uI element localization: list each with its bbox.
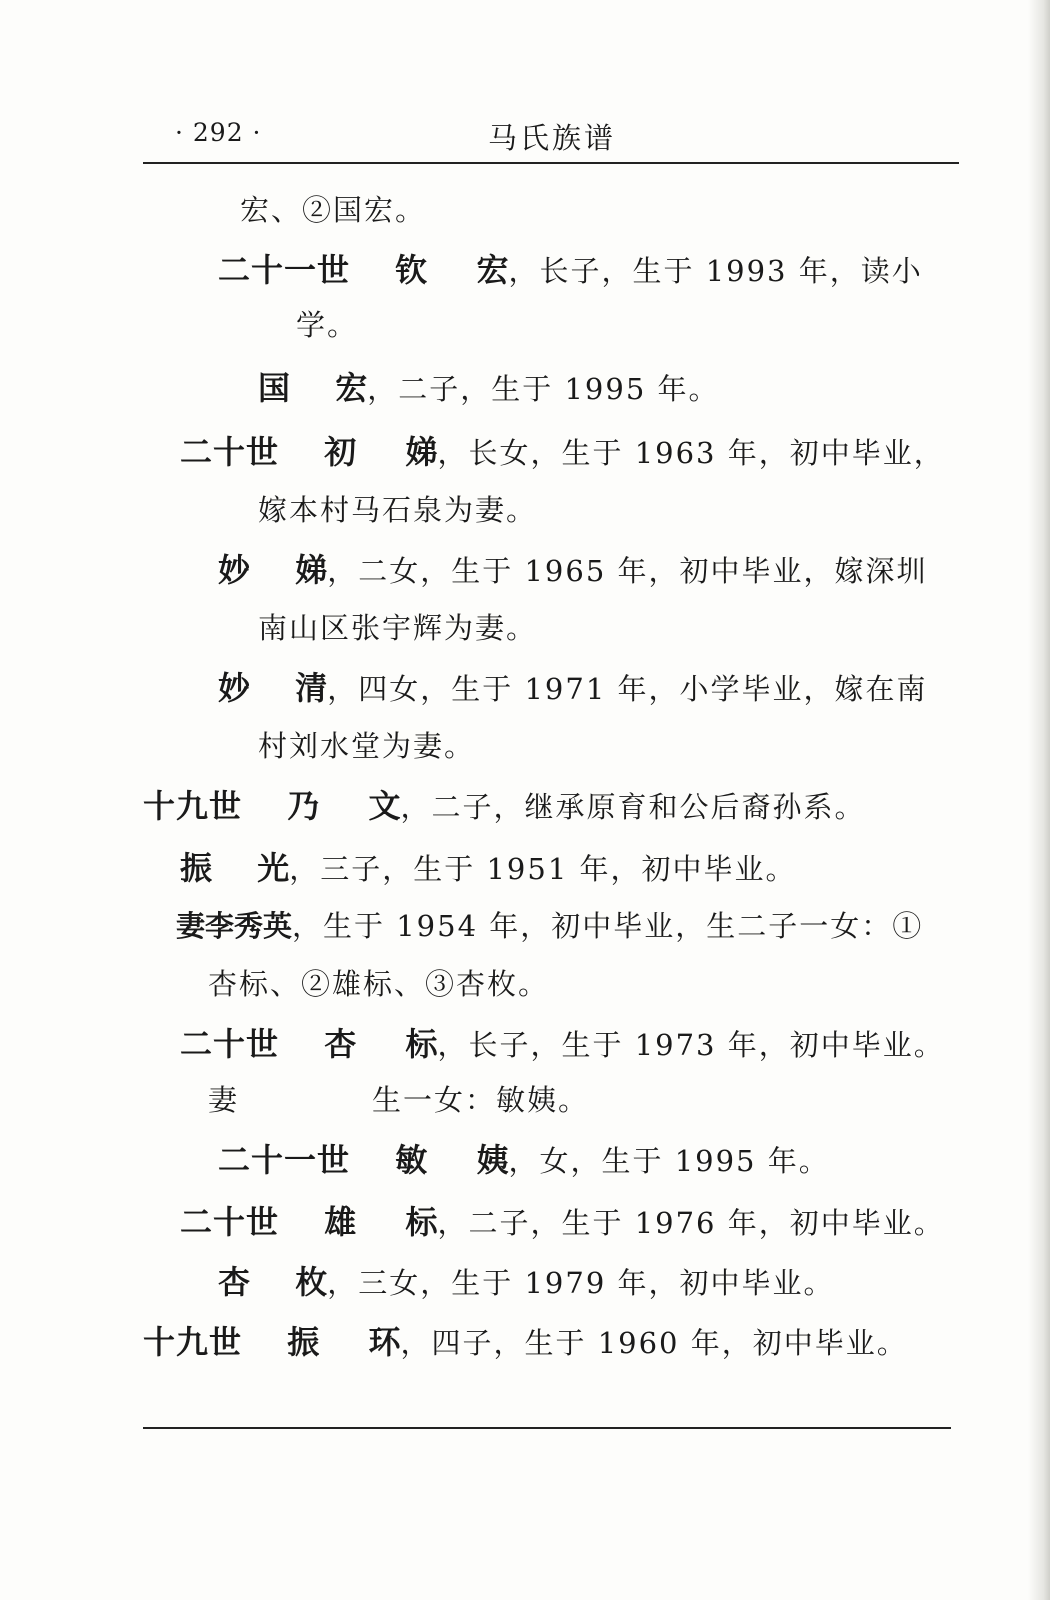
entry-text: ，长女，生于 1963 年，初中毕业，	[437, 436, 945, 470]
entry-line	[258, 608, 537, 648]
entry-line	[208, 964, 549, 1004]
entry-line	[218, 550, 928, 591]
generation-label: 二十世	[180, 433, 280, 471]
person-name-char: 姨	[476, 1141, 509, 1179]
entry-line	[143, 1322, 908, 1363]
entry-text: 生一女：敏姨。	[372, 1083, 590, 1117]
entry-text: ，四子，生于 1960 年，初中毕业。	[400, 1326, 908, 1360]
person-name-char: 杏	[324, 1025, 357, 1063]
spouse-name: 妻李秀英	[176, 909, 293, 943]
generation-label: 十九世	[143, 787, 243, 825]
person-name-char: 国	[258, 369, 291, 407]
entry-line	[180, 432, 945, 473]
person-name-char: 宏	[335, 369, 368, 407]
person-name-char: 娣	[405, 433, 438, 471]
person-name-char: 杏	[218, 1263, 251, 1301]
entry-text: ，二子，生于 1976 年，初中毕业。	[437, 1206, 945, 1240]
entry-line	[296, 305, 358, 345]
person-name-char: 标	[405, 1203, 438, 1241]
person-name-char: 娣	[295, 551, 328, 589]
entry-text: ，二子，生于 1995 年。	[367, 372, 720, 406]
entry-line	[240, 190, 426, 230]
entry-line	[208, 1080, 239, 1120]
person-name-char: 敏	[395, 1141, 428, 1179]
entry-line	[258, 490, 537, 530]
person-name-char: 宏	[476, 251, 509, 289]
person-name-char: 振	[180, 849, 213, 887]
entry-text: ，三子，生于 1951 年，初中毕业。	[289, 852, 797, 886]
entry-text: 学。	[296, 308, 359, 342]
generation-label: 二十世	[180, 1203, 280, 1241]
entry-line	[218, 1140, 830, 1181]
entry-line	[176, 906, 923, 946]
entry-line	[372, 1080, 589, 1120]
person-name-char: 枚	[295, 1263, 328, 1301]
generation-label: 二十世	[180, 1025, 280, 1063]
person-name-char: 妙	[218, 669, 251, 707]
generation-label: 二十一世	[218, 251, 351, 289]
generation-label: 二十一世	[218, 1141, 351, 1179]
person-name-char: 文	[368, 787, 401, 825]
entry-text: 村刘水堂为妻。	[258, 729, 476, 763]
entry-line	[258, 368, 720, 409]
generation-label: 十九世	[143, 1323, 243, 1361]
entry-line	[143, 786, 866, 827]
header-rule	[143, 162, 959, 164]
entry-line	[180, 848, 797, 889]
person-name-char: 乃	[287, 787, 320, 825]
entry-text: ，生于 1954 年，初中毕业，生二子一女：①	[292, 909, 924, 943]
person-name-char: 雄	[324, 1203, 357, 1241]
entry-text: 杏标、②雄标、③杏枚。	[208, 967, 550, 1001]
entry-line	[218, 250, 923, 291]
entry-line	[218, 668, 928, 709]
entry-text: 宏、②国宏。	[240, 193, 427, 227]
entry-text: ，长子，生于 1973 年，初中毕业。	[437, 1028, 945, 1062]
entry-text: ，二子，继承原育和公后裔孙系。	[400, 790, 866, 824]
entry-text: ，二女，生于 1965 年，初中毕业，嫁深圳	[327, 554, 928, 588]
entry-line	[258, 726, 475, 766]
page-edge-shadow	[1028, 0, 1050, 1600]
page-header	[143, 112, 959, 162]
entry-text: 南山区张宇辉为妻。	[258, 611, 538, 645]
entry-text: ，长子，生于 1993 年，读小	[508, 254, 923, 288]
person-name-char: 振	[287, 1323, 320, 1361]
person-name-char: 标	[405, 1025, 438, 1063]
entry-text: ，三女，生于 1979 年，初中毕业。	[327, 1266, 835, 1300]
page-number: · 292 ·	[175, 118, 262, 147]
entry-text: ，女，生于 1995 年。	[508, 1144, 830, 1178]
entry-text: 嫁本村马石泉为妻。	[258, 493, 538, 527]
person-name-char: 清	[295, 669, 328, 707]
person-name-char: 妙	[218, 551, 251, 589]
entry-line	[180, 1024, 945, 1065]
entry-line	[218, 1262, 835, 1303]
person-name-char: 环	[368, 1323, 401, 1361]
person-name-char: 钦	[395, 251, 428, 289]
person-name-char: 光	[257, 849, 290, 887]
footer-rule	[143, 1427, 951, 1429]
entry-line	[180, 1202, 945, 1243]
book-title: 马氏族谱	[488, 121, 617, 155]
person-name-char: 初	[324, 433, 357, 471]
entry-text: ，四女，生于 1971 年，小学毕业，嫁在南	[327, 672, 928, 706]
spouse-label: 妻	[208, 1083, 240, 1117]
